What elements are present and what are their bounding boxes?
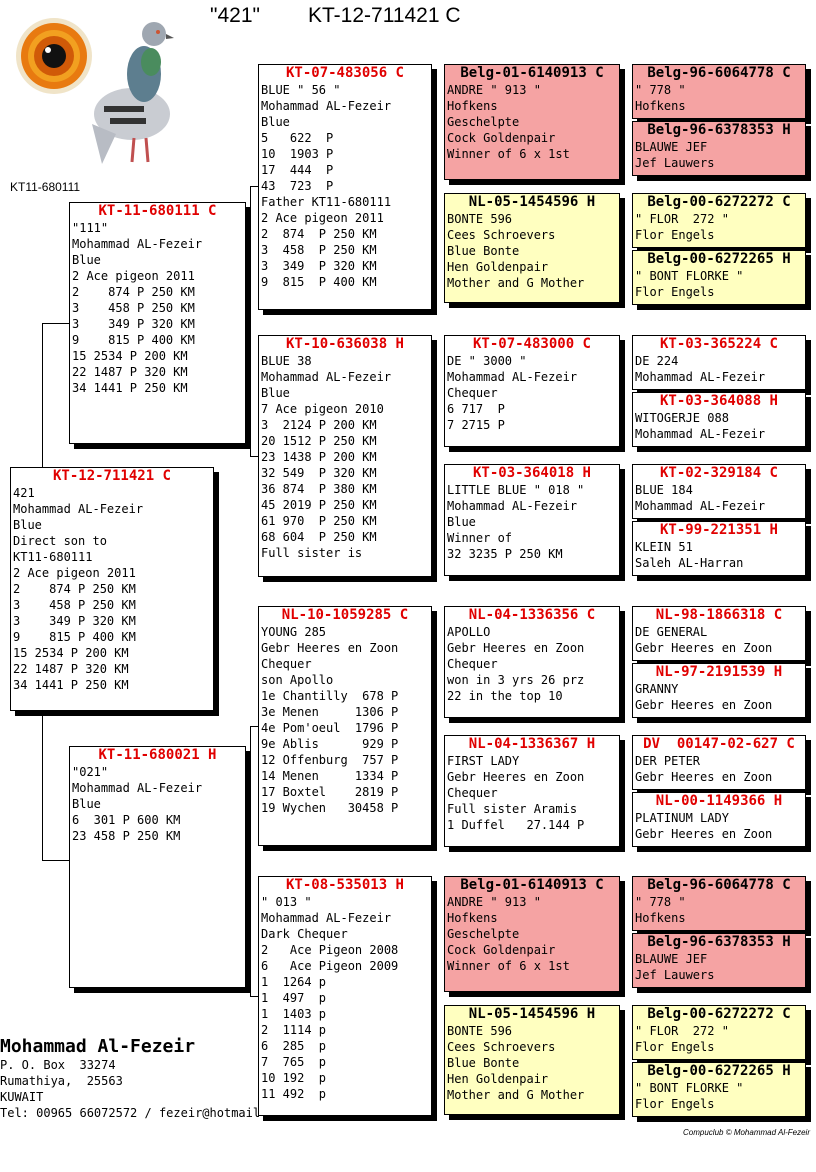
card-line: " BONT FLORKE " [635, 1081, 744, 1095]
gen5-card[interactable] [632, 392, 806, 447]
card-line: 12 Offenburg 757 P [261, 753, 399, 767]
card-line: Mohammad AL-Fezeir [261, 370, 392, 384]
gen4-card[interactable] [444, 1005, 620, 1115]
connector-line [42, 711, 43, 861]
card-line: BLUE " 56 " [261, 83, 341, 97]
gen4-ring: KT-03-364018 H [472, 465, 591, 481]
gen5-ring: Belg-96-6064778 C [647, 877, 791, 893]
card-line: Mohammad AL-Fezeir [261, 99, 392, 113]
card-line: Full sister is [261, 546, 363, 560]
card-line: 32 549 P 320 KM [261, 466, 377, 480]
connector-line [250, 186, 251, 456]
logo [14, 14, 174, 169]
card-line: Winner of 6 x 1st [447, 147, 570, 161]
card-line: Mohammad AL-Fezeir [635, 427, 766, 441]
card-line: 421 [13, 486, 35, 500]
pigeon-icon [92, 22, 174, 164]
card-line: Cock Goldenpair [447, 131, 556, 145]
card-line: 3e Menen 1306 P [261, 705, 399, 719]
card-line: Blue [447, 515, 476, 529]
connector-line [42, 323, 70, 324]
card-line: Flor Engels [635, 228, 715, 242]
card-line: Cock Goldenpair [447, 943, 556, 957]
gen4-ring: NL-05-1454596 H [468, 1006, 596, 1022]
gen5-card[interactable] [632, 933, 806, 988]
card-line: KLEIN 51 [635, 540, 693, 554]
card-line: Winner of [447, 531, 513, 545]
card-line: 1 497 p [261, 991, 327, 1005]
gen4-ring: NL-05-1454596 H [468, 194, 596, 210]
card-line: 5 622 P [261, 131, 334, 145]
card-line: Blue Bonte [447, 1056, 520, 1070]
gen4-card[interactable] [444, 735, 620, 847]
card-line: Father KT11-680111 [261, 195, 392, 209]
card-line: 22 1487 P 320 KM [72, 365, 188, 379]
owner-address-line: Rumathiya, 25563 [0, 1074, 123, 1088]
card-line: 9 815 P 400 KM [13, 630, 136, 644]
card-line: Cees Schroevers [447, 1040, 556, 1054]
gen5-ring: KT-99-221351 H [659, 522, 778, 538]
card-line: WITOGERJE 088 [635, 411, 729, 425]
card-line: 3 458 P 250 KM [72, 301, 195, 315]
gen5-card[interactable] [632, 735, 806, 790]
card-line: 7 765 p [261, 1055, 327, 1069]
gen5-ring: KT-02-329184 C [659, 465, 778, 481]
card-line: Geschelpte [447, 115, 520, 129]
card-line: Hen Goldenpair [447, 1072, 549, 1086]
card-line: Chequer [447, 657, 498, 671]
gen4-card[interactable] [444, 335, 620, 447]
card-line: 6 717 P [447, 402, 505, 416]
card-line: Mohammad AL-Fezeir [13, 502, 144, 516]
gen5-ring: Belg-00-6272272 C [647, 194, 791, 210]
card-line: 3 349 P 320 KM [13, 614, 136, 628]
card-line: 2 Ace pigeon 2011 [72, 269, 195, 283]
gen5-card[interactable] [632, 193, 806, 248]
card-line: Gebr Heeres en Zoon [635, 827, 773, 841]
card-line: 3 458 P 250 KM [261, 243, 377, 257]
card-line: Hofkens [447, 911, 498, 925]
card-line: 7 2715 P [447, 418, 505, 432]
gen4-card[interactable] [444, 606, 620, 718]
card-line: 9 815 P 400 KM [261, 275, 377, 289]
gen5-card[interactable] [632, 792, 806, 847]
card-line: Gebr Heeres en Zoon [447, 770, 585, 784]
card-line: 2 Ace pigeon 2011 [13, 566, 136, 580]
card-line: Mohammad AL-Fezeir [447, 370, 578, 384]
card-line: 34 1441 P 250 KM [72, 381, 188, 395]
card-line: Flor Engels [635, 285, 715, 299]
card-line: Chequer [261, 657, 312, 671]
card-line: "111" [72, 221, 109, 235]
card-line: 3 2124 P 200 KM [261, 418, 377, 432]
card-line: " 778 " [635, 83, 686, 97]
card-line: " 013 " [261, 895, 312, 909]
card-line: 32 3235 P 250 KM [447, 547, 563, 561]
card-line: 10 192 p [261, 1071, 327, 1085]
card-line: 9e Ablis 929 P [261, 737, 399, 751]
gen5-ring: Belg-96-6378353 H [647, 122, 791, 138]
gen5-card[interactable] [632, 876, 806, 931]
card-line: Jef Lauwers [635, 968, 715, 982]
card-line: Jef Lauwers [635, 156, 715, 170]
gen3-ring: KT-10-636038 H [285, 336, 404, 352]
card-line: GRANNY [635, 682, 679, 696]
card-line: 61 970 P 250 KM [261, 514, 377, 528]
card-line: 2 1114 p [261, 1023, 327, 1037]
card-line: Mohammad AL-Fezeir [72, 237, 203, 251]
gen5-card[interactable] [632, 1005, 806, 1060]
gen5-ring: Belg-00-6272265 H [647, 251, 791, 267]
card-line: 11 492 p [261, 1087, 327, 1101]
card-line: 23 1438 P 200 KM [261, 450, 377, 464]
card-line: Gebr Heeres en Zoon [635, 641, 773, 655]
card-line: Chequer [447, 386, 498, 400]
gen5-ring: NL-00-1149366 H [655, 793, 783, 809]
card-line: 1 1403 p [261, 1007, 327, 1021]
card-line: 22 1487 P 320 KM [13, 662, 129, 676]
gen5-card[interactable] [632, 521, 806, 576]
owner-name: Mohammad Al-Fezeir [0, 1036, 196, 1057]
card-line: " BONT FLORKE " [635, 269, 744, 283]
gen5-ring: Belg-96-6064778 C [647, 65, 791, 81]
card-line: Dark Chequer [261, 927, 348, 941]
gen5-ring: KT-03-365224 C [659, 336, 778, 352]
card-line: Blue [261, 115, 290, 129]
card-line: " FLOR 272 " [635, 212, 729, 226]
card-line: 15 2534 P 200 KM [72, 349, 188, 363]
gen5-ring: NL-98-1866318 C [655, 607, 783, 623]
owner-address-line: KUWAIT [0, 1090, 44, 1104]
gen4-ring: Belg-01-6140913 C [460, 877, 604, 893]
card-line: 68 604 P 250 KM [261, 530, 377, 544]
card-line: 2 Ace pigeon 2011 [261, 211, 384, 225]
card-line: DE 224 [635, 354, 679, 368]
gen4-ring: KT-07-483000 C [472, 336, 591, 352]
card-line: LITTLE BLUE " 018 " [447, 483, 585, 497]
card-line: Flor Engels [635, 1040, 715, 1054]
owner-block [0, 1036, 267, 1121]
card-line: Gebr Heeres en Zoon [261, 641, 399, 655]
dam-ring: KT-11-680021 H [98, 747, 217, 763]
card-line: 10 1903 P [261, 147, 334, 161]
card-line: FIRST LADY [447, 754, 520, 768]
card-line: Mother and G Mother [447, 1088, 585, 1102]
gen5-card[interactable] [632, 121, 806, 176]
card-line: BLAUWE JEF [635, 140, 708, 154]
gen4-card[interactable] [444, 64, 620, 180]
card-line: 2 874 P 250 KM [72, 285, 195, 299]
card-line: 43 723 P [261, 179, 334, 193]
gen3-ring: NL-10-1059285 C [281, 607, 409, 623]
card-line: Hofkens [447, 99, 498, 113]
card-line: 14 Menen 1334 P [261, 769, 399, 783]
card-line: 36 874 P 380 KM [261, 482, 377, 496]
card-line: 7 Ace pigeon 2010 [261, 402, 384, 416]
card-line: Direct son to [13, 534, 107, 548]
card-line: Blue Bonte [447, 244, 520, 258]
card-line: Gebr Heeres en Zoon [635, 698, 773, 712]
card-line: Mohammad AL-Fezeir [261, 911, 392, 925]
logo-caption: KT11-680111 [10, 180, 81, 194]
card-line: 3 458 P 250 KM [13, 598, 136, 612]
card-line: Blue [72, 797, 101, 811]
connector-line [250, 456, 258, 457]
gen5-ring: DV 00147-02-627 C [643, 736, 795, 752]
card-line: 6 301 P 600 KM [72, 813, 181, 827]
card-line: Mohammad AL-Fezeir [72, 781, 203, 795]
connector-line [250, 726, 258, 727]
dam-card[interactable] [69, 746, 246, 988]
gen5-ring: NL-97-2191539 H [655, 664, 783, 680]
card-line: won in 3 yrs 26 prz [447, 673, 585, 687]
card-line: Mother and G Mother [447, 276, 585, 290]
connector-line [250, 186, 258, 187]
card-line: "021" [72, 765, 109, 779]
gen4-ring: Belg-01-6140913 C [460, 65, 604, 81]
gen5-card[interactable] [632, 64, 806, 119]
owner-address-line: P. O. Box 33274 [0, 1058, 116, 1072]
gen5-ring: KT-03-364088 H [659, 393, 778, 409]
gen5-card[interactable] [632, 464, 806, 519]
card-line: ANDRE " 913 " [447, 895, 541, 909]
card-line: " 778 " [635, 895, 686, 909]
card-line: 19 Wychen 30458 P [261, 801, 399, 815]
card-line: 2 Ace Pigeon 2008 [261, 943, 399, 957]
card-line: Mohammad AL-Fezeir [635, 499, 766, 513]
card-line: KT11-680111 [13, 550, 93, 564]
card-line: 4e Pom'oeul 1796 P [261, 721, 399, 735]
card-line: Saleh AL-Harran [635, 556, 744, 570]
owner-contact: Tel: 00965 66072572 / fezeir@hotmail. [0, 1106, 268, 1120]
card-line: 1 Duffel 27.144 P [447, 818, 585, 832]
card-line: Hofkens [635, 911, 686, 925]
gen3-ring: KT-08-535013 H [285, 877, 404, 893]
card-line: Geschelpte [447, 927, 520, 941]
card-line: PLATINUM LADY [635, 811, 729, 825]
header-ring: KT-12-711421 C [308, 4, 461, 27]
gen5-card[interactable] [632, 335, 806, 390]
card-line: Gebr Heeres en Zoon [635, 770, 773, 784]
subject-ring: KT-12-711421 C [52, 468, 171, 484]
card-line: Blue [261, 386, 290, 400]
card-line: 34 1441 P 250 KM [13, 678, 129, 692]
connector-line [250, 726, 251, 996]
card-line: BLAUWE JEF [635, 952, 708, 966]
card-line: 3 349 P 320 KM [261, 259, 377, 273]
card-line: Hofkens [635, 99, 686, 113]
connector-line [42, 323, 43, 468]
gen3-card[interactable] [258, 335, 432, 577]
subject-card[interactable] [10, 467, 214, 711]
connector-line [42, 860, 70, 861]
card-line: DE GENERAL [635, 625, 708, 639]
card-line: BLUE 184 [635, 483, 693, 497]
gen4-card[interactable] [444, 193, 620, 303]
card-line: Flor Engels [635, 1097, 715, 1111]
gen4-ring: NL-04-1336367 H [468, 736, 596, 752]
gen3-card[interactable] [258, 64, 432, 310]
card-line: DER PETER [635, 754, 701, 768]
card-line: 9 815 P 400 KM [72, 333, 195, 347]
card-line: 6 Ace Pigeon 2009 [261, 959, 399, 973]
sire-ring: KT-11-680111 C [98, 203, 217, 219]
gen3-ring: KT-07-483056 C [285, 65, 404, 81]
card-line: Gebr Heeres en Zoon [447, 641, 585, 655]
gen5-card[interactable] [632, 1062, 806, 1117]
gen5-card[interactable] [632, 250, 806, 305]
card-line: Blue [13, 518, 42, 532]
gen4-ring: NL-04-1336356 C [468, 607, 596, 623]
card-line: 20 1512 P 250 KM [261, 434, 377, 448]
card-line: 6 285 p [261, 1039, 327, 1053]
card-line: Winner of 6 x 1st [447, 959, 570, 973]
card-line: DE " 3000 " [447, 354, 527, 368]
card-line: YOUNG 285 [261, 625, 327, 639]
connector-line [250, 996, 258, 997]
card-line: 2 874 P 250 KM [261, 227, 377, 241]
header-name: "421" [210, 4, 260, 27]
card-line: Mohammad AL-Fezeir [635, 370, 766, 384]
subject-lines [11, 485, 213, 693]
card-line: son Apollo [261, 673, 334, 687]
card-line: 2 874 P 250 KM [13, 582, 136, 596]
gen4-card[interactable] [444, 876, 620, 992]
card-line: 22 in the top 10 [447, 689, 563, 703]
card-line: BLUE 38 [261, 354, 312, 368]
card-line: 45 2019 P 250 KM [261, 498, 377, 512]
card-line: BONTE 596 [447, 1024, 513, 1038]
footer-credit: Compuclub © Mohammad Al-Fezeir [683, 1128, 810, 1137]
card-line: Hen Goldenpair [447, 260, 549, 274]
card-line: 15 2534 P 200 KM [13, 646, 129, 660]
gen5-ring: Belg-00-6272272 C [647, 1006, 791, 1022]
card-line: APOLLO [447, 625, 491, 639]
card-line: Mohammad AL-Fezeir [447, 499, 578, 513]
gen3-card[interactable] [258, 606, 432, 846]
sire-card[interactable] [69, 202, 246, 444]
card-line: 23 458 P 250 KM [72, 829, 181, 843]
card-line: 17 Boxtel 2819 P [261, 785, 399, 799]
gen5-card[interactable] [632, 663, 806, 718]
card-line: BONTE 596 [447, 212, 513, 226]
card-line: 1e Chantilly 678 P [261, 689, 399, 703]
gen3-card[interactable] [258, 876, 432, 1116]
gen4-card[interactable] [444, 464, 620, 576]
card-line: Cees Schroevers [447, 228, 556, 242]
card-line: 1 1264 p [261, 975, 327, 989]
gen5-ring: Belg-00-6272265 H [647, 1063, 791, 1079]
card-line: ANDRE " 913 " [447, 83, 541, 97]
card-line: Chequer [447, 786, 498, 800]
card-line: Blue [72, 253, 101, 267]
gen5-card[interactable] [632, 606, 806, 661]
card-line: 17 444 P [261, 163, 334, 177]
card-line: Full sister Aramis [447, 802, 578, 816]
card-line: 3 349 P 320 KM [72, 317, 195, 331]
eye-icon [16, 18, 92, 94]
card-line: " FLOR 272 " [635, 1024, 729, 1038]
gen5-ring: Belg-96-6378353 H [647, 934, 791, 950]
